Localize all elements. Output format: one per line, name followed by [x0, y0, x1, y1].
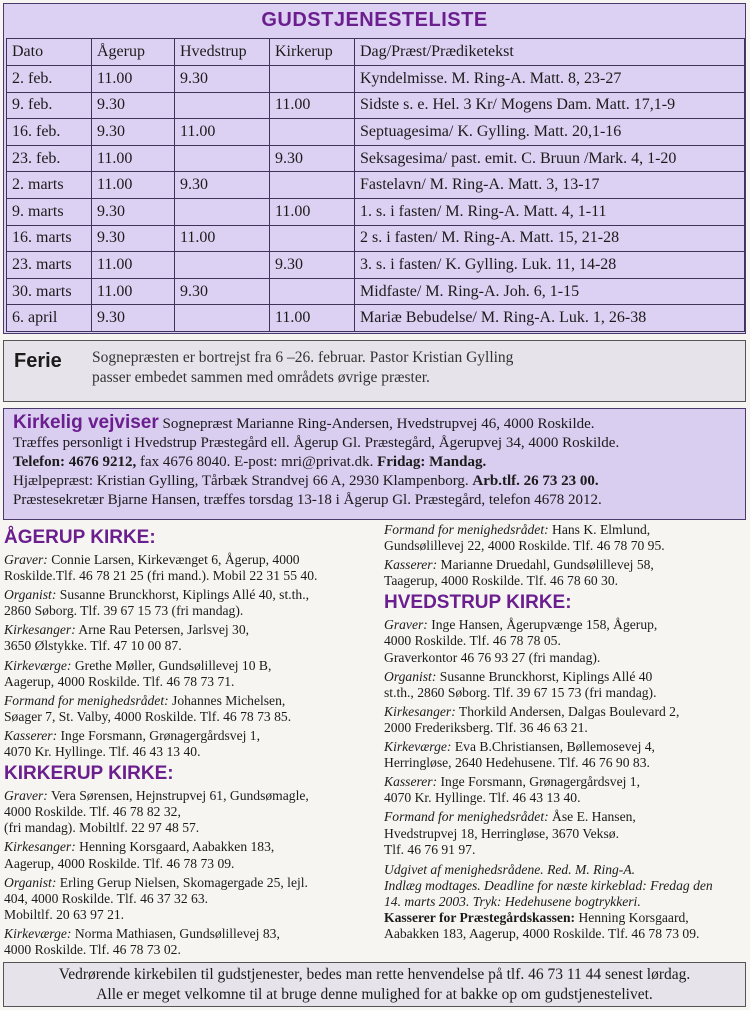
header-day-priest-text: Dag/Præst/Prædiketekst — [355, 39, 745, 66]
vejviser-dayoff: Fridag: Mandag. — [377, 454, 487, 470]
list-item: Organist: Susanne Brunckhorst, Kiplings Allé 40, st.th., 2860 Søborg. Tlf. 39 67 15 73 (fri mandag). — [4, 587, 309, 619]
table-row — [7, 198, 745, 225]
cell-date: 9. feb. — [7, 92, 92, 119]
list-item: Graver: Vera Sørensen, Hejnstrupvej 61, Gundsømagle, 4000 Roskilde. Tlf. 46 78 82 32, (fri mandag). Mobiltlf. 22 97 48 57. — [4, 788, 309, 836]
publisher-info: Udgivet af menighedsrådene. Red. M. Ring-A. Indlæg modtages. Deadline for næste kirkeblad: Fredag den 14. marts 2003. Tryk: Hedehusene bogtrykkeri. Kasserer for Præstegårdskassen: Henning Korsgaard, Aabakken 183, Aagerup, 4000 Roskilde. Tlf. 46 78 73 09. — [384, 861, 713, 942]
footer-line-2: Alle er meget velkomne til at bruge denne mulighed for at bakke op om gudstjenestelivet. — [96, 986, 653, 1003]
table-row — [7, 252, 745, 279]
list-item: Kirkesanger: Arne Rau Petersen, Jarlsvej 30, 3650 Ølstykke. Tlf. 47 10 00 87. — [4, 622, 250, 654]
cell-agerup: 11.00 — [92, 145, 175, 172]
cell-hvedstrup: 11.00 — [175, 225, 270, 252]
schedule-box — [3, 3, 746, 334]
left-column — [4, 524, 378, 961]
cell-description: Fastelavn/ M. Ring-A. Matt. 3, 13-17 — [355, 172, 745, 199]
cell-date: 6. april — [7, 305, 92, 332]
cell-description: Septuagesima/ K. Gylling. Matt. 20,1-16 — [355, 119, 745, 146]
list-item: Kasserer: Inge Forsmann, Grønagergårdsvej 1, 4070 Kr. Hyllinge. Tlf. 46 43 13 40. — [4, 727, 260, 760]
vejviser-assistant-phone: Arb.tlf. 26 73 23 00. — [472, 473, 599, 489]
list-item: Formand for menighedsrådet: Johannes Michelsen, Søager 7, St. Valby, 4000 Roskilde. Tlf. 46 78 73 85. — [4, 692, 292, 724]
cell-date: 9. marts — [7, 198, 92, 225]
table-row — [7, 278, 745, 305]
list-item: Organist: Susanne Brunckhorst, Kiplings Allé 40 st.th., 2860 Søborg. Tlf. 39 67 15 73 (fri mandag). — [384, 668, 657, 700]
cell-kirkerup — [270, 278, 355, 305]
list-item: Kirkesanger: Thorkild Andersen, Dalgas Boulevard 2, 2000 Frederiksberg. Tlf. 36 46 63 21. — [384, 703, 680, 735]
vejviser-line-3 — [13, 453, 736, 472]
cell-agerup: 9.30 — [92, 119, 175, 146]
list-item: Kirkesanger: Henning Korsgaard, Aabakken 183, Aagerup, 4000 Roskilde. Tlf. 46 78 73 09. — [4, 839, 275, 871]
list-item: Kirkeværge: Grethe Møller, Gundsølillevej 10 B, Aagerup, 4000 Roskilde. Tlf. 46 78 73 71. — [4, 657, 272, 689]
list-item: Graver: Inge Hansen, Ågerupvænge 158, Ågerup, 4000 Roskilde. Tlf. 46 78 78 05. Graverkontor 46 76 93 27 (fri mandag). — [384, 617, 658, 665]
vejviser-contact: fax 4676 8040. E-post: mri@privat.dk. — [136, 454, 378, 470]
list-item: Organist: Erling Gerup Nielsen, Skomagergade 25, lejl. 404, 4000 Roskilde. Tlf. 46 37 32 63. Mobiltlf. 20 63 97 21. — [4, 874, 308, 922]
table-row — [7, 145, 745, 172]
cell-hvedstrup — [175, 145, 270, 172]
table-row — [7, 66, 745, 93]
footer-box — [3, 962, 746, 1007]
cell-kirkerup: 11.00 — [270, 92, 355, 119]
header-agerup: Ågerup — [92, 39, 175, 66]
list-item: Formand for menighedsrådet: Åse E. Hansen, Hvedstrupvej 18, Herringløse, 3670 Veksø. Tlf. 46 76 91 97. — [384, 809, 636, 857]
header-kirkerup: Kirkerup — [270, 39, 355, 66]
vejviser-line-4 — [13, 472, 736, 491]
ferie-title: Ferie — [14, 350, 62, 372]
cell-hvedstrup: 9.30 — [175, 172, 270, 199]
cell-kirkerup — [270, 119, 355, 146]
footer-line-1: Vedrørende kirkebilen til gudstjenester, bedes man rette henvendelse på tlf. 46 73 11 44 senest lørdag. — [58, 966, 691, 983]
cell-kirkerup — [270, 66, 355, 93]
cell-date: 16. marts — [7, 225, 92, 252]
table-header-row — [7, 39, 745, 66]
cell-agerup: 9.30 — [92, 198, 175, 225]
ferie-box — [3, 340, 746, 402]
schedule-title: GUDSTJENESTELISTE — [261, 9, 488, 31]
list-item: Kasserer: Marianne Druedahl, Gundsølillevej 58, Taagerup, 4000 Roskilde. Tlf. 46 78 60 30. — [384, 557, 654, 589]
ferie-line-2: passer embedet sammen med områdets øvrige præster. — [92, 369, 430, 386]
schedule-table — [6, 38, 745, 332]
cell-description: Seksagesima/ past. emit. C. Bruun /Mark. 4, 1-20 — [355, 145, 745, 172]
table-row — [7, 172, 745, 199]
cell-description: Mariæ Bebudelse/ M. Ring-A. Luk. 1, 26-38 — [355, 305, 745, 332]
table-row — [7, 225, 745, 252]
vejviser-box — [3, 408, 746, 520]
cell-kirkerup: 9.30 — [270, 145, 355, 172]
kirkerup-title: KIRKERUP KIRKE: — [4, 763, 174, 785]
cell-kirkerup: 11.00 — [270, 305, 355, 332]
ferie-line-1: Sognepræsten er bortrejst fra 6 –26. februar. Pastor Kristian Gylling — [92, 349, 514, 366]
cell-agerup: 11.00 — [92, 278, 175, 305]
cell-date: 23. feb. — [7, 145, 92, 172]
cell-hvedstrup — [175, 198, 270, 225]
cell-description: Midfaste/ M. Ring-A. Joh. 6, 1-15 — [355, 278, 745, 305]
list-item: Formand for menighedsrådet: Hans K. Elmlund, Gundsølillevej 22, 4000 Roskilde. Tlf. 46 78 70 95. — [384, 522, 665, 554]
cell-date: 16. feb. — [7, 119, 92, 146]
cell-agerup: 11.00 — [92, 172, 175, 199]
vejviser-title: Kirkelig vejviser — [13, 412, 159, 433]
cell-agerup: 11.00 — [92, 66, 175, 93]
header-hvedstrup: Hvedstrup — [175, 39, 270, 66]
cell-description: 3. s. i fasten/ K. Gylling. Luk. 11, 14-28 — [355, 252, 745, 279]
cell-kirkerup — [270, 172, 355, 199]
vejviser-assistant: Hjælpepræst: Kristian Gylling, Tårbæk Strandvej 66 A, 2930 Klampenborg. — [13, 473, 473, 489]
cell-agerup: 9.30 — [92, 305, 175, 332]
right-column — [384, 522, 746, 945]
cell-description: 2 s. i fasten/ M. Ring-A. Matt. 15, 21-28 — [355, 225, 745, 252]
cell-hvedstrup — [175, 92, 270, 119]
list-item: Kirkeværge: Eva B.Christiansen, Bøllemosevej 4, Herringløse, 2640 Hedehusene. Tlf. 46 76 90 83. — [384, 739, 655, 771]
cell-date: 23. marts — [7, 252, 92, 279]
cell-hvedstrup — [175, 305, 270, 332]
vejviser-line-2: Træffes personligt i Hvedstrup Præstegård ell. Ågerup Gl. Præstegård, Ågerupvej 34, 4000 Roskilde. — [13, 435, 620, 451]
cell-hvedstrup: 9.30 — [175, 66, 270, 93]
cell-date: 2. marts — [7, 172, 92, 199]
cell-description: 1. s. i fasten/ M. Ring-A. Matt. 4, 1-11 — [355, 198, 745, 225]
list-item: Kasserer: Inge Forsmann, Grønagergårdsvej 1, 4070 Kr. Hyllinge. Tlf. 46 43 13 40. — [384, 774, 640, 806]
list-item: Kirkeværge: Norma Mathiasen, Gundsølillevej 83, 4000 Roskilde. Tlf. 46 78 73 02. — [4, 925, 280, 957]
cell-description: Kyndelmisse. M. Ring-A. Matt. 8, 23-27 — [355, 66, 745, 93]
vejviser-phone: Telefon: 4676 9212, — [13, 454, 137, 470]
vejviser-line-1 — [13, 413, 736, 434]
cell-hvedstrup: 9.30 — [175, 278, 270, 305]
cell-date: 30. marts — [7, 278, 92, 305]
ferie-text — [92, 348, 513, 394]
list-item: Graver: Connie Larsen, Kirkevænget 6, Ågerup, 4000 Roskilde.Tlf. 46 78 21 25 (fri mand.). Mobil 22 31 55 40. — [4, 552, 318, 584]
cell-kirkerup: 11.00 — [270, 198, 355, 225]
cell-agerup: 9.30 — [92, 225, 175, 252]
cell-hvedstrup: 11.00 — [175, 119, 270, 146]
vejviser-line-5: Præstesekretær Bjarne Hansen, træffes torsdag 13-18 i Ågerup Gl. Præstegård, telefon 4678 2012. — [13, 492, 602, 508]
table-row — [7, 92, 745, 119]
cell-description: Sidste s. e. Hel. 3 Kr/ Mogens Dam. Matt. 17,1-9 — [355, 92, 745, 119]
table-row — [7, 119, 745, 146]
cell-agerup: 11.00 — [92, 252, 175, 279]
cell-agerup: 9.30 — [92, 92, 175, 119]
agerup-title: ÅGERUP KIRKE: — [4, 527, 156, 548]
cell-date: 2. feb. — [7, 66, 92, 93]
cell-hvedstrup — [175, 252, 270, 279]
table-row — [7, 305, 745, 332]
cell-kirkerup — [270, 225, 355, 252]
header-date: Dato — [7, 39, 92, 66]
cell-kirkerup: 9.30 — [270, 252, 355, 279]
hvedstrup-title: HVEDSTRUP KIRKE: — [384, 592, 572, 614]
vejviser-priest: Sognepræst Marianne Ring-Andersen, Hvedstrupvej 46, 4000 Roskilde. — [158, 416, 595, 432]
